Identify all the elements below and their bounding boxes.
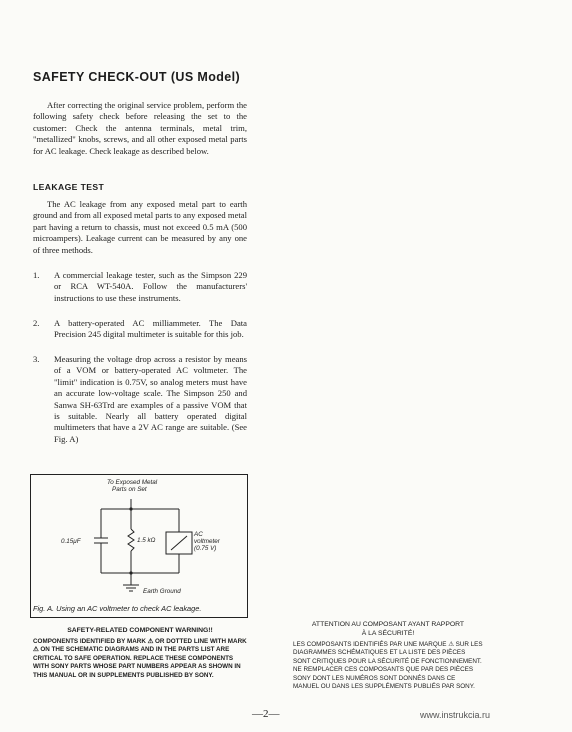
figure-a-box xyxy=(30,474,248,618)
warning-heading: SAFETY-RELATED COMPONENT WARNING!! xyxy=(67,627,213,634)
resistor-label: 1.5 kΩ xyxy=(137,537,156,544)
meter-label-3: (0.75 V) xyxy=(194,545,217,552)
ground-icon xyxy=(123,585,139,591)
attention-heading-line-2: À LA SÉCURITÉ! xyxy=(361,630,415,638)
page-number: —2— xyxy=(252,708,280,720)
list-item-text: Measuring the voltage drop across a resistor by means of a VOM or battery-operated AC voltmeter. The "limit" indication is 0.75V, so analog meters must have an accurate low-voltage scale. The Simpson 250 and Sanwa SH-63Trd are examples of a passive VOM that is suitable. Nearly all battery operated digital multimeters that have a 2V AC range are suitable. (See Fig. A) xyxy=(54,354,247,444)
warning-body: COMPONENTS IDENTIFIED BY MARK ⚠ OR DOTTED LINE WITH MARK ⚠ ON THE SCHEMATIC DIAGRAMS AND IN THE PARTS LIST ARE CRITICAL TO SAFE OPERATION. REPLACE THESE COMPONENTS WITH SONY PARTS WHOSE PART NUMBERS APPEAR AS SHOWN IN THIS MANUAL OR IN SUPPLEMENTS PUBLISHED BY SONY. xyxy=(33,638,247,679)
meter-label-1: AC xyxy=(194,531,203,538)
list-item-text: A battery-operated AC milliammeter. The Data Precision 245 digital multimeter is suitable for this job. xyxy=(54,318,247,340)
ground-label: Earth Ground xyxy=(143,588,181,595)
leakage-paragraph: The AC leakage from any exposed metal part to earth ground and from all exposed metal parts to any exposed metal part having a return to chassis, must not exceed 0.5 mA (500 microampers). Leakage current can be measured by any one of three methods. xyxy=(33,199,247,255)
list-item-number: 3. xyxy=(33,354,40,364)
intro-paragraph: After correcting the original service problem, perform the following safety check before releasing the set to the customer: Check the antenna terminals, metal trim, "metallized" knobs, screws, and all other exposed metal parts for AC leakage. Check leakage as described below. xyxy=(33,100,247,156)
list-item-number: 2. xyxy=(33,318,40,328)
figure-caption: Fig. A. Using an AC voltmeter to check AC leakage. xyxy=(33,604,202,613)
watermark: www.instrukcia.ru xyxy=(420,710,491,720)
capacitor-label: 0.15μF xyxy=(61,538,81,545)
figure-top-label-1: To Exposed Metal xyxy=(107,479,158,486)
meter-label-2: voltmeter xyxy=(194,538,220,545)
attention-heading-line-1: ATTENTION AU COMPOSANT AYANT RAPPORT xyxy=(311,621,465,628)
attention-body: LES COMPOSANTS IDENTIFIÉS PAR UNE MARQUE ⚠ SUR LES DIAGRAMMES SCHÉMATIQUES ET LA LISTE DES PIÈCES SONT CRITIQUES POUR LA SÉCURITÉ DE FONCTIONNEMENT. NE REMPLACER CES COMPOSANTS QUE PAR DES PIÈCES SONY DONT LES NUMÉROS SONT DONNÉS DANS CE MANUEL OU DANS LES SUPPLÉMENTS PUBLIÉS PAR SONY. xyxy=(293,641,483,691)
page-title: SAFETY CHECK-OUT (US Model) xyxy=(33,70,241,84)
attention-heading xyxy=(293,620,483,638)
list-item-text: A commercial leakage tester, such as the Simpson 229 or RCA WT-540A. Follow the manufacturers' instructions to use these instruments. xyxy=(54,270,247,303)
list-item-number: 1. xyxy=(33,270,40,280)
figure-top-label-2: Parts on Set xyxy=(112,486,147,493)
leakage-test-heading: LEAKAGE TEST xyxy=(33,182,105,192)
